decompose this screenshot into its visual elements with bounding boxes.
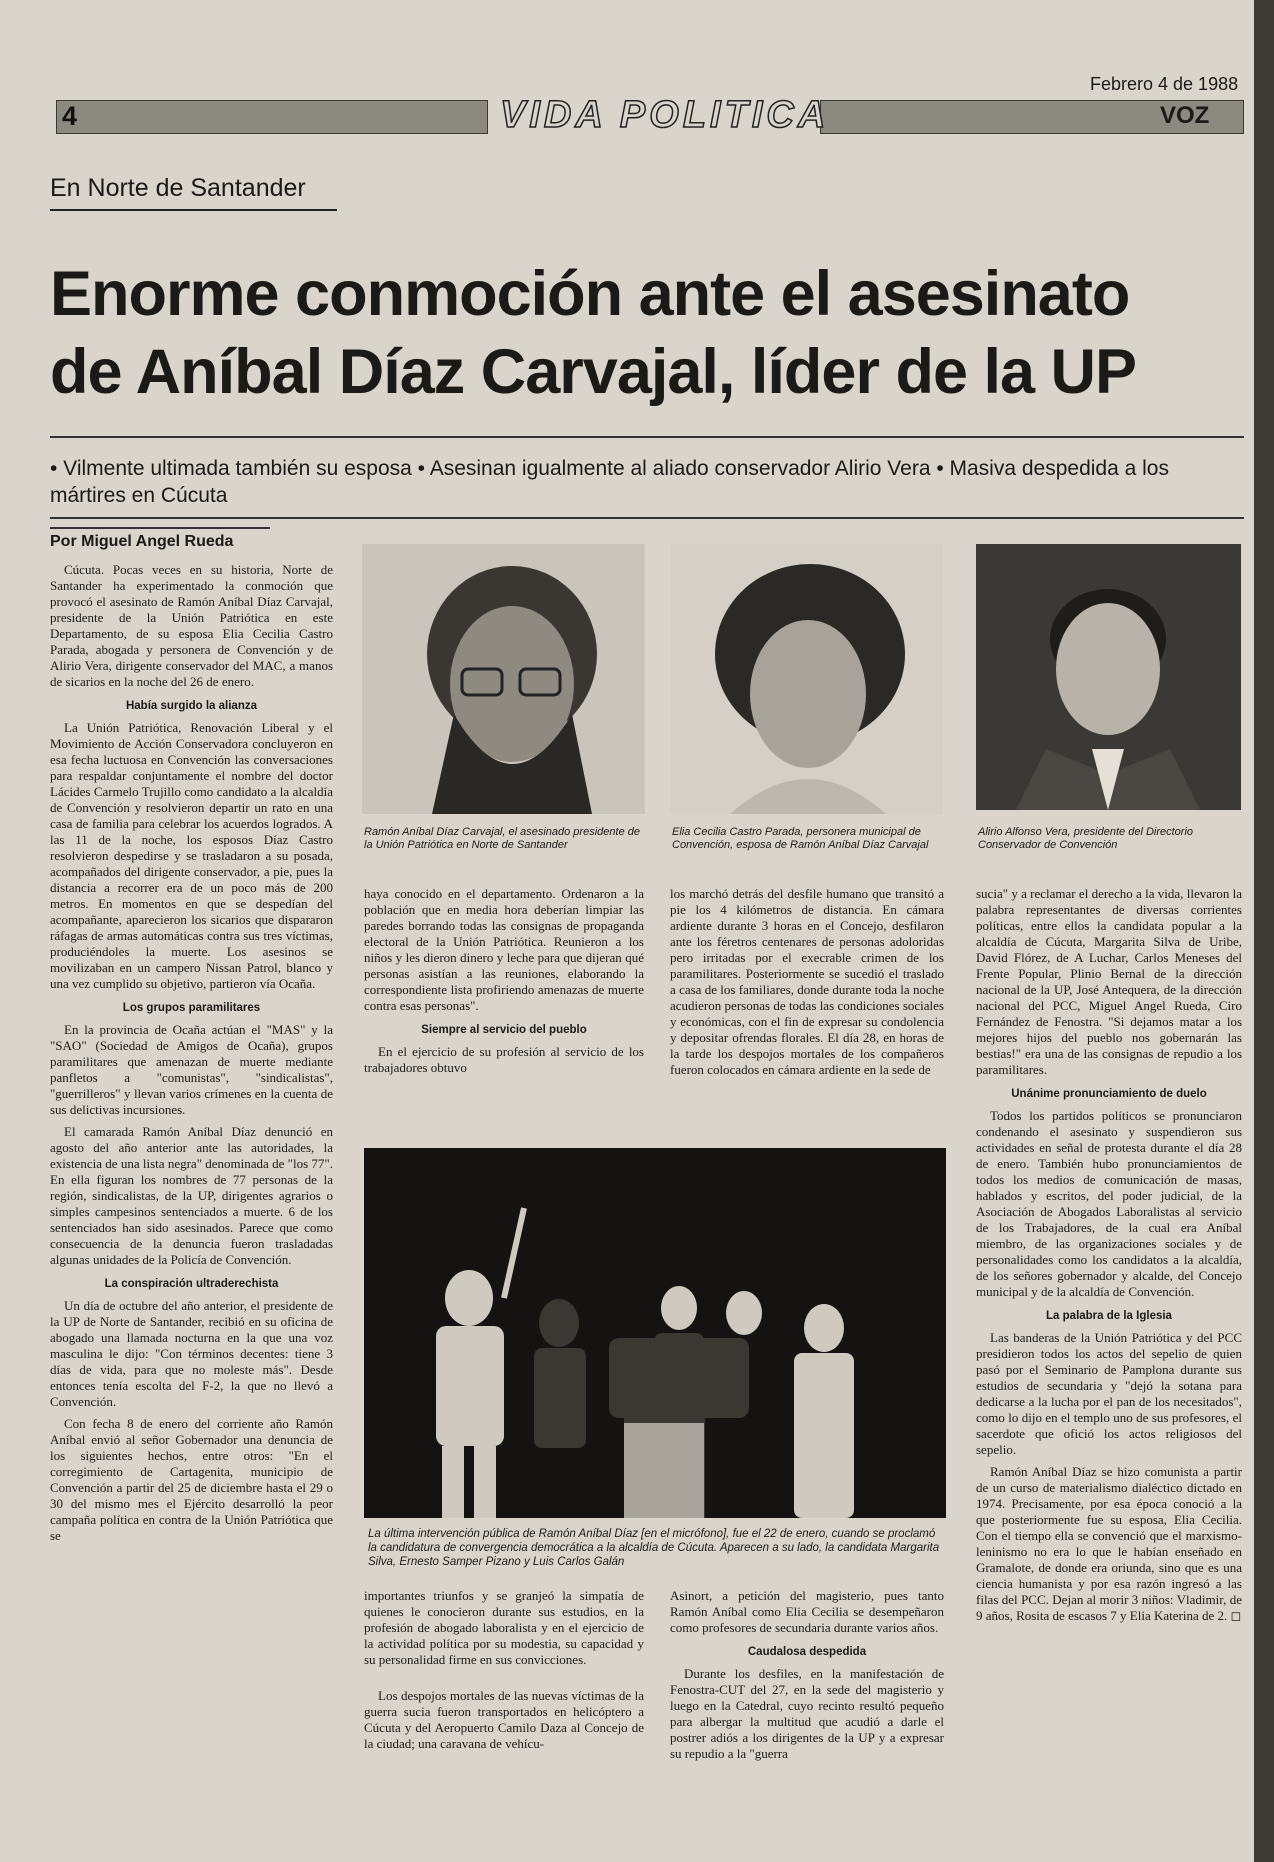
article-column-2-lower bbox=[364, 1588, 644, 1854]
subheading: La conspiración ultraderechista bbox=[104, 1278, 279, 1290]
byline-rule bbox=[50, 527, 270, 529]
article-column-2-upper bbox=[364, 886, 644, 1146]
portrait-castro-photo bbox=[670, 544, 943, 814]
paragraph: Ramón Aníbal Díaz se hizo comunista a partir de un curso de materialismo dialéctico dictado en 1974. Precisamente, por esa época conoció a la que posteriormente fue su esposa, Elia Cecilia. Con el tiempo ella se convenció que el marxismo-leninismo no era lo que le habían enseñado en Gramalote, de donde era oriunda, sino que es una ciencia humanista y por esa razón ingresó a las filas del PCC. Dejan al morir 3 niños: Vladimir, de 9 años, Rosita de escasos 7 y Elia Katerina de 2. ◻ bbox=[976, 1464, 1242, 1623]
article-column-3-upper bbox=[670, 886, 944, 1146]
paragraph: Todos los partidos políticos se pronunciaron condenando el asesinato y suspendieron sus actividades en señal de protesta durante el día 28 de enero. También hubo pronunciamientos de todos los medios de comunicación de masas, hablados y escritos, del poder judicial, de la Asociación de Abogados Laboralistas al servicio de los Trabajadores, de la cual era Aníbal miembro, de las organizaciones sociales y de personalidades como los candidatos a la alcaldía, de los señores gobernador y alcalde, del Concejo municipal y de la alcaldía de Convención. bbox=[976, 1108, 1242, 1299]
article-column-1 bbox=[50, 562, 333, 1852]
page-number: 4 bbox=[62, 101, 78, 131]
paragraph: En el ejercicio de su profesión al servicio de los trabajadores obtuvo bbox=[364, 1044, 644, 1075]
portrait-vera-photo bbox=[976, 544, 1241, 810]
headline bbox=[50, 255, 1136, 411]
paragraph: Durante los desfiles, en la manifestación de Fenostra-CUT del 27, en la sede del magisterio y luego en la Catedral, cuyo recinto resultó pequeño para albergar la multitud que acudió a darle el postrer adiós a los dirigentes de la UP y a expresar su repudio a la "guerra bbox=[670, 1666, 944, 1761]
paragraph: Con fecha 8 de enero del corriente año Ramón Aníbal envió al señor Gobernador una denuncia de los siguientes hechos, entre otros: "En el corregimiento de Cartagenita, municipio de Convención a partir del 25 de diciembre hasta el 29 o 30 del mismo mes el Ejército desarrolló la peor campaña política en contra de la Unión Patriótica que se bbox=[50, 1416, 333, 1543]
deck: • Vilmente ultimada también su esposa • Asesinan igualmente al aliado conservador Alirio Vera • Masiva despedida a los mártires en Cúcuta bbox=[50, 457, 1169, 507]
paragraph: Los despojos mortales de las nuevas víctimas de la guerra sucia fueron transportados en helicóptero a Cúcuta y del Aeropuerto Camilo Daza al Concejo de la ciudad; una caravana de vehícu- bbox=[364, 1688, 644, 1751]
caption-vera: Alirio Alfonso Vera, presidente del Directorio Conservador de Convención bbox=[978, 826, 1194, 851]
paragraph: Asinort, a petición del magisterio, pues tanto Ramón Aníbal como Elia Cecilia se desempeñaron como profesores de secundaria durante varios años. bbox=[670, 1588, 944, 1635]
paragraph: Cúcuta. Pocas veces en su historia, Norte de Santander ha experimentado la conmoción que provocó el asesinato de Ramón Aníbal Díaz Carvajal, presidente de la Unión Patriótica en este Departamento, de su esposa Elia Cecilia Castro Parada, abogada y personera de Convención y de Alirio Vera, dirigente conservador del MAC, a manos de sicarios en la noche del 26 de enero. bbox=[50, 562, 333, 689]
paragraph: sucia" y a reclamar el derecho a la vida, llevaron la palabra representantes de diversas corrientes políticas, entre ellos la candidata popular a la alcaldía de Cúcuta, Margarita Silva de Uribe, David Flórez, de A Luchar, Carlos Meneses del Frente Popular, Plinio Bernal de la dirección nacional de la UP, José Antequera, de la dirección nacional del PCC, Miguel Angel Rueda, Ciro Fernández de Fenostra. "Si dejamos matar a los mejores hijos del pueblo nos gobernarán las bestias!" era una de las consignas de repudio a los paramilitares. bbox=[976, 886, 1242, 1077]
subheading: Siempre al servicio del pueblo bbox=[421, 1024, 587, 1036]
paragraph: los marchó detrás del desfile humano que transitó a pie los 4 kilómetros de distancia. En cámara ardiente durante 3 horas en el Concejo, desfilaron ante los féretros centenares de personas adoloridas pero irritadas por el execrable crimen de los paramilitares. Posteriormente se sucedió el traslado a casa de los familiares, donde durante toda la noche acudieron personas de todas las condiciones sociales y económicas, con el fin de expresar su condolencia y depositar ofrendas florales. El día 28, en horas de la tarde los despojos mortales de los compañeros fueron colocados en cámara ardiente en la sede de bbox=[670, 886, 944, 1077]
paragraph: En la provincia de Ocaña actúan el "MAS" y la "SAO" (Sociedad de Amigos de Ocaña), grupos paramilitares que amenazan de muerte mediante panfletos a "comunistas", "sindicalistas", "guerrilleros" y llevan varios crímenes en la cuenta de sus delictivas incursiones. bbox=[50, 1022, 333, 1117]
issue-date: Febrero 4 de 1988 bbox=[1090, 74, 1239, 94]
deck-rule-bottom bbox=[50, 517, 1244, 519]
caption-rally: La última intervención pública de Ramón Aníbal Díaz [en el micrófono], fue el 22 de enero, cuando se proclamó la candidatura de convergencia democrática a la alcaldía de Cúcuta. Aparecen a su lado, la candidata Margarita Silva, Ernesto Samper Pizano y Luis Carlos Galán bbox=[368, 1528, 940, 1568]
subheading: Los grupos paramilitares bbox=[122, 1002, 261, 1014]
paragraph: La Unión Patriótica, Renovación Liberal y el Movimiento de Acción Conservadora concluyeron en esa fecha luctuosa en Convención las conversaciones para respaldar conjuntamente el nombre del doctor Lácides Carmelo Trujillo como candidato a la alcaldía de Convención y resolvieron departir un rato en una casa de familia para celebrar los acuerdos logrados. A las 11 de la noche, los esposos Díaz Castro resolvieron despedirse y se trasladaron a su posada, acompañados del dirigente conservador, a pie, pues la distancia a recorrer era de un poco más de 200 metros. En momentos en que se despedían del acompañante, aparecieron los sicarios que dispararon ráfagas de armas automáticas contra sus tres víctimas, produciéndoles la muerte. Los asesinos se movilizaban en un campero Nissan Patrol, blanco y una vez cumplido su objetivo, partieron vía Ocaña. bbox=[50, 720, 333, 991]
caption-castro: Elia Cecilia Castro Parada, personera municipal de Convención, esposa de Ramón Aníbal Díaz Carvajal bbox=[672, 826, 929, 851]
rally-photo bbox=[364, 1148, 946, 1518]
paragraph: Un día de octubre del año anterior, el presidente de la UP de Norte de Santander, recibió en su oficina de abogado una llamada nocturna en la que una voz masculina le dijo: "Con términos decentes: tiene 3 días de vida, para que no moleste más". Desde entonces tenía escolta del F-2, la que no llevó a Convención. bbox=[50, 1298, 333, 1409]
publication-name: VOZ bbox=[1160, 102, 1210, 129]
section-title: VIDA POLITICA bbox=[500, 94, 830, 136]
paragraph: El camarada Ramón Aníbal Díaz denunció en agosto del año anterior ante las autoridades, la existencia de una lista negra" denominada de "los 77". En ella figuran los nombres de 77 personas de la región, sindicalistas, de la UP, dirigentes agrarios o simples campesinos sentenciados a muerte. 6 de los sentenciados han sido asesinados. Parece que como consecuencia de la denuncia fueron trasladadas algunas unidades de la Policía de Convención. bbox=[50, 1124, 333, 1267]
subheading: Había surgido la alianza bbox=[125, 700, 257, 712]
caption-diaz: Ramón Aníbal Díaz Carvajal, el asesinado presidente de la Unión Patriótica en Norte de Santander bbox=[364, 826, 640, 851]
portrait-diaz-photo bbox=[362, 544, 645, 814]
paragraph: Las banderas de la Unión Patriótica y del PCC presidieron todos los actos del sepelio de quien pasó por el Seminario de Pamplona durante sus estudios de secundaria y "dejó la sotana para dedicarse a la lucha por el pan de los necesitados", como lo dijo en el templo uno de sus profesores, el sacerdote que ofició los actos religiosos del sepelio. bbox=[976, 1330, 1242, 1457]
kicker: En Norte de Santander bbox=[50, 174, 306, 202]
headline-line-1: Enorme conmoción ante el asesinato bbox=[50, 259, 1130, 329]
header-bar-left bbox=[56, 100, 488, 134]
page-edge-shadow bbox=[1254, 0, 1274, 1862]
subheading: Caudalosa despedida bbox=[747, 1646, 867, 1658]
kicker-rule bbox=[50, 209, 337, 211]
article-column-4 bbox=[976, 886, 1242, 1852]
headline-line-2: de Aníbal Díaz Carvajal, líder de la UP bbox=[50, 337, 1137, 407]
deck-rule-top bbox=[50, 436, 1244, 438]
subheading: La palabra de la Iglesia bbox=[1046, 1310, 1172, 1322]
byline: Por Miguel Angel Rueda bbox=[50, 533, 234, 550]
article-column-3-lower bbox=[670, 1588, 944, 1854]
paragraph: importantes triunfos y se granjeó la simpatía de quienes le conocieron durante sus estudios, en la profesión de abogado laboralista y en el ejercicio de la actividad política por su modestia, su capacidad y su personalidad firme en sus convicciones. bbox=[364, 1588, 644, 1667]
subheading: Unánime pronunciamiento de duelo bbox=[1011, 1088, 1207, 1100]
paragraph: haya conocido en el departamento. Ordenaron a la población que en media hora deberían limpiar las paredes borrando todas las consignas de propaganda electoral de la Unión Patriótica. Reunieron a los niños y les dieron dinero y leche para que dijeran qué personas asistían a las reuniones, elaborando la correspondiente lista profiriendo amenazas de muerte contra esas personas". bbox=[364, 886, 644, 1013]
